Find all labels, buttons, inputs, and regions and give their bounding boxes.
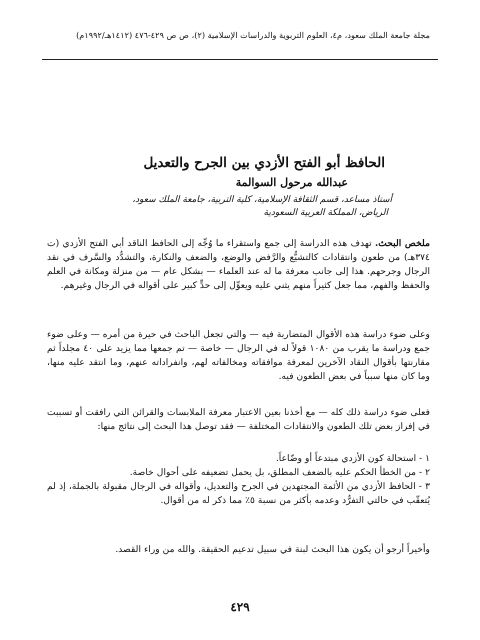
abstract-paragraph-1: [47, 237, 430, 293]
page-number: ٤٢٩: [230, 600, 250, 614]
abstract-paragraph-1-text: تهدف هذه الدراسة إلى جمع واستقراء ما وُجِّه إلى الحافظ الناقد أبي الفتح الأزدي (ت ٣٧٤هـ) من طعون وانتقادات كالتشيُّع والرَّفض والوضع، والضعف والنكارة، والتشدُّد والسَّرف في نقد الرجال وجرحهم. هذا إلى جانب معرفة ما له عند العلماء — بشكل عام — من منزلة ومكانة في العلم والحفظ والفهم، مما جعل كثيراً منهم يثني عليه ويعوِّل إلى حدٍّ كبير على أقواله في الرجال وغيرهم.: [47, 238, 430, 291]
header-rule: [42, 59, 438, 60]
result-item: ١ - استحالة كون الأزدي مبتدعاً أو وضّاعاً.: [275, 453, 430, 464]
article-title: الحافظ أبو الفتح الأزدي بين الجرح والتعديل: [143, 155, 385, 171]
running-header: مجلة جامعة الملك سعود، م٤، العلوم التربوية والدراسات الإسلامية (٢)، ص ص ٤٢٩-٤٧٦ (١٤١٢هـ/١٩٩٢م): [76, 30, 430, 40]
abstract-label: ملخص البحث.: [375, 238, 431, 249]
author-affiliation-line-1: أستاذ مساعد، قسم الثقافة الإسلامية، كلية التربية، جامعة الملك سعود،: [132, 195, 392, 205]
results-list: [47, 452, 430, 508]
author-affiliation-line-2: الرياض، المملكة العربية السعودية: [263, 208, 388, 218]
closing-paragraph: وأخيراً أرجو أن يكون هذا البحث لبنة في سبيل تدعيم الحقيقة. والله من وراء القصد.: [115, 544, 430, 555]
abstract-paragraph-2: وعلى ضوء دراسة هذه الأقوال المتضاربة فيه — والتي تجعل الباحث في حيرة من أمره — وعلى ضوء جمع ودراسة ما يقرب من ١٠٨٠ قولاً له في الرجال — خاصة — تم جمعها مما يزيد على ٤٠ مجلداً ثم مقارنتها بأقوال النقاد الآخرين لمعرفة موافقاته ومخالفاته لهم، وانفراداته عنهم، وما انتقد عليه منها، وما كان منها سبباً في بعض الطعون فيه.: [47, 329, 431, 382]
result-item: ٢ - من الخطأ الحكم عليه بالضعف المطلق، بل يحمل تضعيفه على أحوال خاصة.: [129, 467, 430, 478]
author-name: عبدالله مرحول السوالمة: [235, 176, 348, 189]
abstract-paragraph-3: فعلى ضوء دراسة ذلك كله — مع أخذنا بعين الاعتبار معرفة الملابسات والقرائن التي رافقت أو تسببت في إفراز بعض تلك الطعون والانتقادات المختلفة — فقد توصل هذا البحث إلى نتائج منها:: [47, 407, 430, 432]
result-item: ٣ - الحافظ الأزدي من الأئمة المجتهدين في الجرح والتعديل، وأقواله في الرجال مقبولة بالجملة، إذ لم يُتعقّب في حالتي التفرُّد وعدمه بأكثر من نسبة ٥٪ مما ذكر له من أقوال.: [47, 481, 430, 506]
